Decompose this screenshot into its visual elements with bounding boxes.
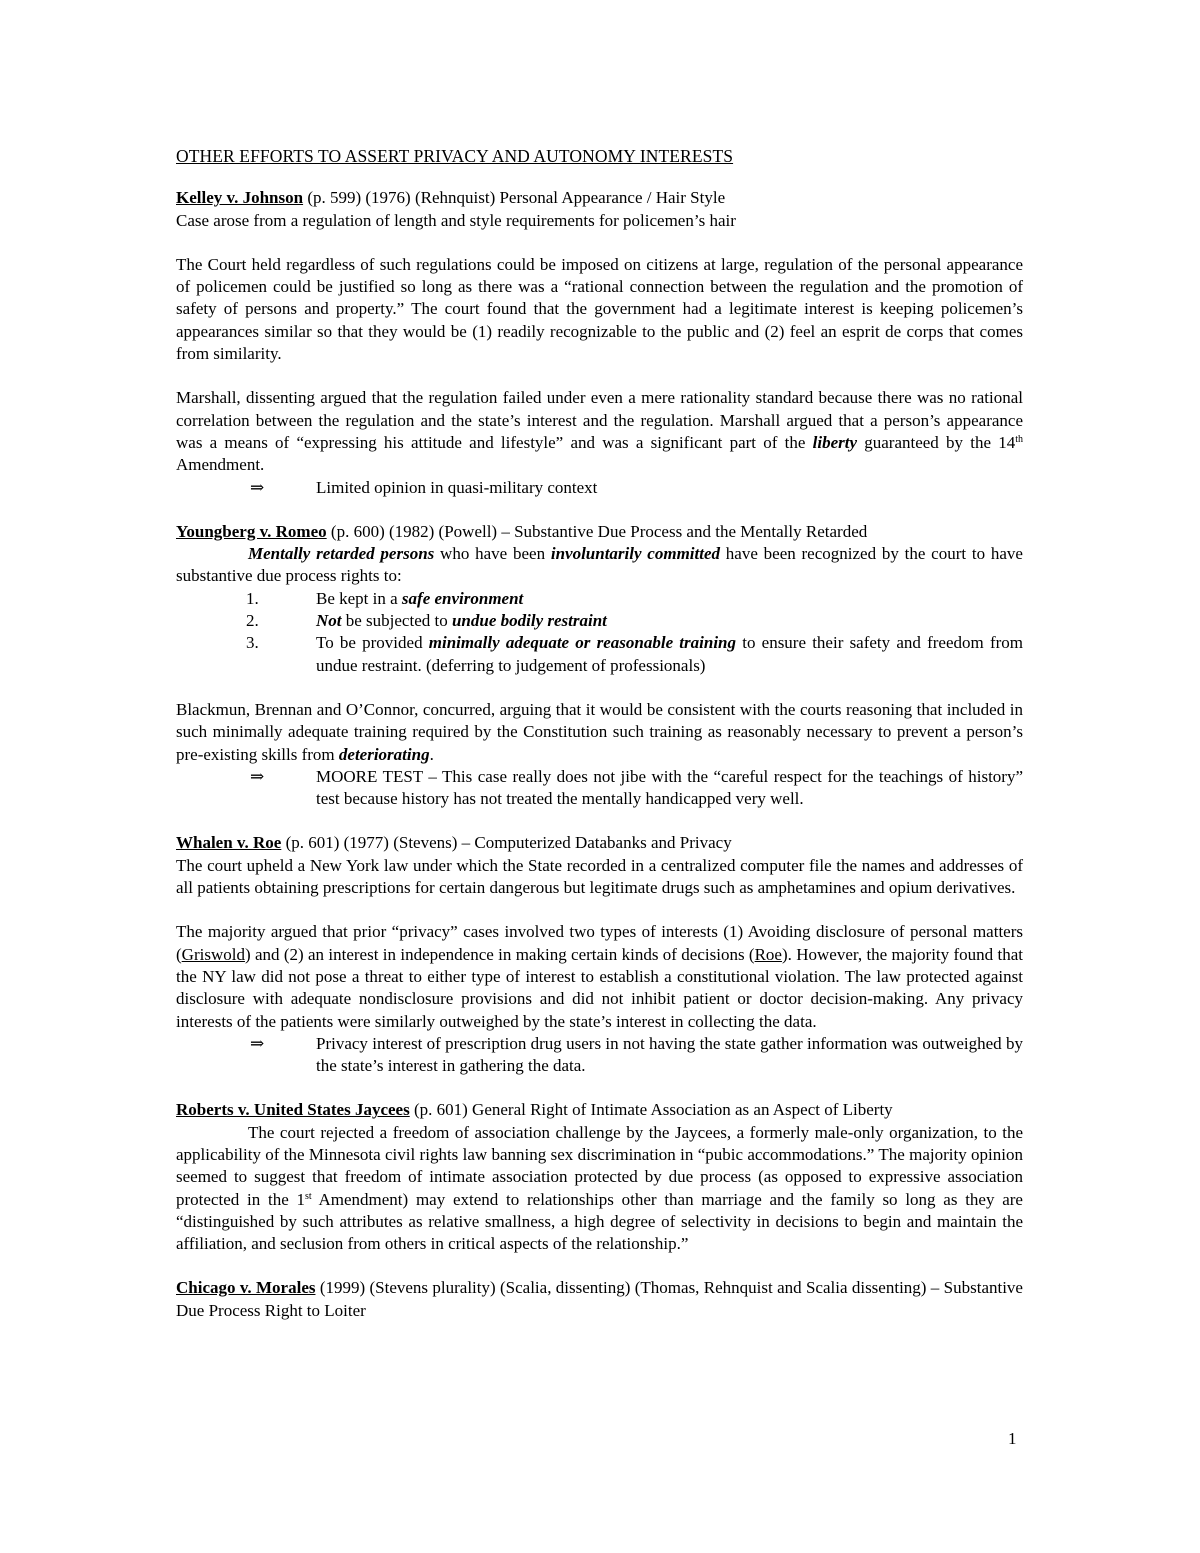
document-body xyxy=(176,145,1023,1322)
list-text-part: Be kept in a xyxy=(316,588,402,608)
term-not: Not xyxy=(316,611,342,631)
case-name-youngberg: Youngberg v. Romeo xyxy=(176,521,327,541)
arrow-icon: ⇒ xyxy=(250,1033,265,1053)
majority-text-2: ) and (2) an interest in independence in making certain kinds of decisions ( xyxy=(244,944,755,964)
kelley-summary: Case arose from a regulation of length and style requirements for policemen’s hair xyxy=(176,210,736,230)
whalen-heading-rest: (p. 601) (1977) (Stevens) – Computerized Databanks and Privacy xyxy=(281,833,732,853)
list-text-part-2: to ensure their safety and freedom from undue restraint. (deferring to judgement of professionals) xyxy=(316,633,1023,675)
term-safe-environment: safe environment xyxy=(401,588,524,608)
whalen-arrow-note xyxy=(176,1033,1023,1078)
kelley-heading xyxy=(176,187,1023,209)
chicago-heading xyxy=(176,1277,1023,1322)
list-item xyxy=(176,588,1023,610)
youngberg-arrow-text: MOORE TEST – This case really does not jibe with the “careful respect for the teachings of history” test because history has not treated the mentally handicapped very well. xyxy=(316,766,1023,809)
case-name-whalen: Whalen v. Roe xyxy=(176,833,282,853)
concurrence-text: Blackmun, Brennan and O’Connor, concurred, arguing that it would be consistent with the courts reasoning that included in such minimally adequate training required by the Constitution such training as reasonably necessary to prevent a person’s pre-existing skills from xyxy=(176,699,1023,764)
case-ref-griswold: Griswold xyxy=(181,944,245,964)
concurrence-end: . xyxy=(429,744,434,764)
youngberg-intro xyxy=(176,543,1023,588)
roberts-holding xyxy=(176,1122,1023,1256)
ordinal-suffix: th xyxy=(1015,433,1023,445)
term-minimally-adequate: minimally adequate or reasonable training xyxy=(428,633,737,653)
roberts-heading-rest: (p. 601) General Right of Intimate Association as an Aspect of Liberty xyxy=(409,1100,893,1120)
kelley-arrow-text: Limited opinion in quasi-military context xyxy=(316,477,598,497)
kelley-dissent-text-3: Amendment. xyxy=(176,455,265,475)
kelley-dissent xyxy=(176,387,1023,476)
majority-text: The majority argued that prior “privacy” cases involved two types of interests (1) Avoiding disclosure of personal matters ( xyxy=(176,922,1023,964)
list-text-part: be subjected to xyxy=(341,611,452,631)
youngberg-heading-rest: (p. 600) (1982) (Powell) – Substantive Due Process and the Mentally Retarded xyxy=(326,521,868,541)
page-number: 1 xyxy=(1008,1429,1017,1448)
youngberg-intro-text: who have been xyxy=(434,544,551,564)
whalen-majority xyxy=(176,921,1023,1032)
list-item xyxy=(176,632,1023,677)
majority-text-3: ). However, the majority found that the NY law did not pose a threat to either type of interest to establish a constitutional violation. The law protected against disclosure with adequate nondisclosure provisions and did not inhibit patient or doctor decision-making. Any privacy interests of the patients were similarly outweighed by the state’s interest in collecting the data. xyxy=(176,944,1023,1031)
roberts-text-2: Amendment) may extend to relationships other than marriage and the family so long as they are “distinguished by such attributes as relative smallness, a high degree of selectivity in decisions to begin and maintain the affiliation, and seclusion from others in critical aspects of the relationship.” xyxy=(176,1189,1023,1254)
case-ref-roe: Roe xyxy=(754,944,782,964)
list-text xyxy=(316,632,1023,677)
liberty-term: liberty xyxy=(812,432,858,452)
list-item xyxy=(176,610,1023,632)
list-number: 3. xyxy=(246,633,259,653)
kelley-heading-rest: (p. 599) (1976) (Rehnquist) Personal Appearance / Hair Style xyxy=(303,188,726,208)
whalen-arrow-text: Privacy interest of prescription drug users in not having the state gather information was outweighed by the state’s interest in gathering the data. xyxy=(316,1033,1023,1076)
chicago-heading-rest: (1999) (Stevens plurality) (Scalia, dissenting) (Thomas, Rehnquist and Scalia dissenting) – Substantive Due Process Right to Loiter xyxy=(176,1278,1023,1320)
kelley-dissent-text-2: guaranteed by the 14 xyxy=(857,432,1016,452)
case-name-chicago: Chicago v. Morales xyxy=(176,1278,316,1298)
kelley-arrow-note xyxy=(176,477,1023,499)
list-text xyxy=(316,588,1023,610)
term-deteriorating: deteriorating xyxy=(338,744,430,764)
list-text-part: To be provided xyxy=(316,633,429,653)
youngberg-intro-text-2: have been recognized by the court to have substantive due process rights to: xyxy=(176,544,1023,586)
roberts-heading xyxy=(176,1099,1023,1121)
youngberg-arrow-note xyxy=(176,766,1023,811)
term-undue-bodily-restraint: undue bodily restraint xyxy=(451,611,607,631)
kelley-dissent-text: Marshall, dissenting argued that the regulation failed under even a mere rationality standard because there was no rational correlation between the regulation and the state’s interest and the regulation. Marshall argued that a person’s appearance was a means of “expressing his attitude and lifestyle” and was a significant part of the xyxy=(176,388,1023,452)
document-title: OTHER EFFORTS TO ASSERT PRIVACY AND AUTONOMY INTERESTS xyxy=(176,146,734,166)
whalen-heading xyxy=(176,832,1023,854)
whalen-holding: The court upheld a New York law under which the State recorded in a centralized computer file the names and addresses of all patients obtaining prescriptions for certain dangerous but legitimate drugs such as amphetamines and opium derivatives. xyxy=(176,855,1023,898)
arrow-icon: ⇒ xyxy=(250,477,265,497)
list-number: 2. xyxy=(246,611,259,631)
list-number: 1. xyxy=(246,588,259,608)
arrow-icon: ⇒ xyxy=(250,766,265,786)
case-name-roberts: Roberts v. United States Jaycees xyxy=(176,1100,410,1120)
case-name-kelley: Kelley v. Johnson xyxy=(176,188,304,208)
kelley-holding: The Court held regardless of such regulations could be imposed on citizens at large, regulation of the personal appearance of policemen could be justified so long as there was a “rational connection between the regulation and the promotion of safety of persons and property.” The court found that the government had a legitimate interest is keeping policemen’s appearances similar so that they would be (1) readily recognizable to the public and (2) feel an esprit de corps that comes from similarity. xyxy=(176,254,1023,364)
roberts-text: The court rejected a freedom of association challenge by the Jaycees, a formerly male-only organization, to the applicability of the Minnesota civil rights law banning sex discrimination in “pubic accommodations.” The majority opinion seemed to suggest that freedom of intimate association protected by due process (as opposed to expressive association protected in the 1 xyxy=(176,1122,1023,1209)
term-mentally-retarded: Mentally retarded persons xyxy=(248,544,435,564)
youngberg-concurrence xyxy=(176,699,1023,766)
youngberg-heading xyxy=(176,521,1023,543)
list-text xyxy=(316,610,1023,632)
ordinal-suffix: st xyxy=(305,1190,312,1202)
term-involuntarily-committed: involuntarily committed xyxy=(550,544,721,564)
